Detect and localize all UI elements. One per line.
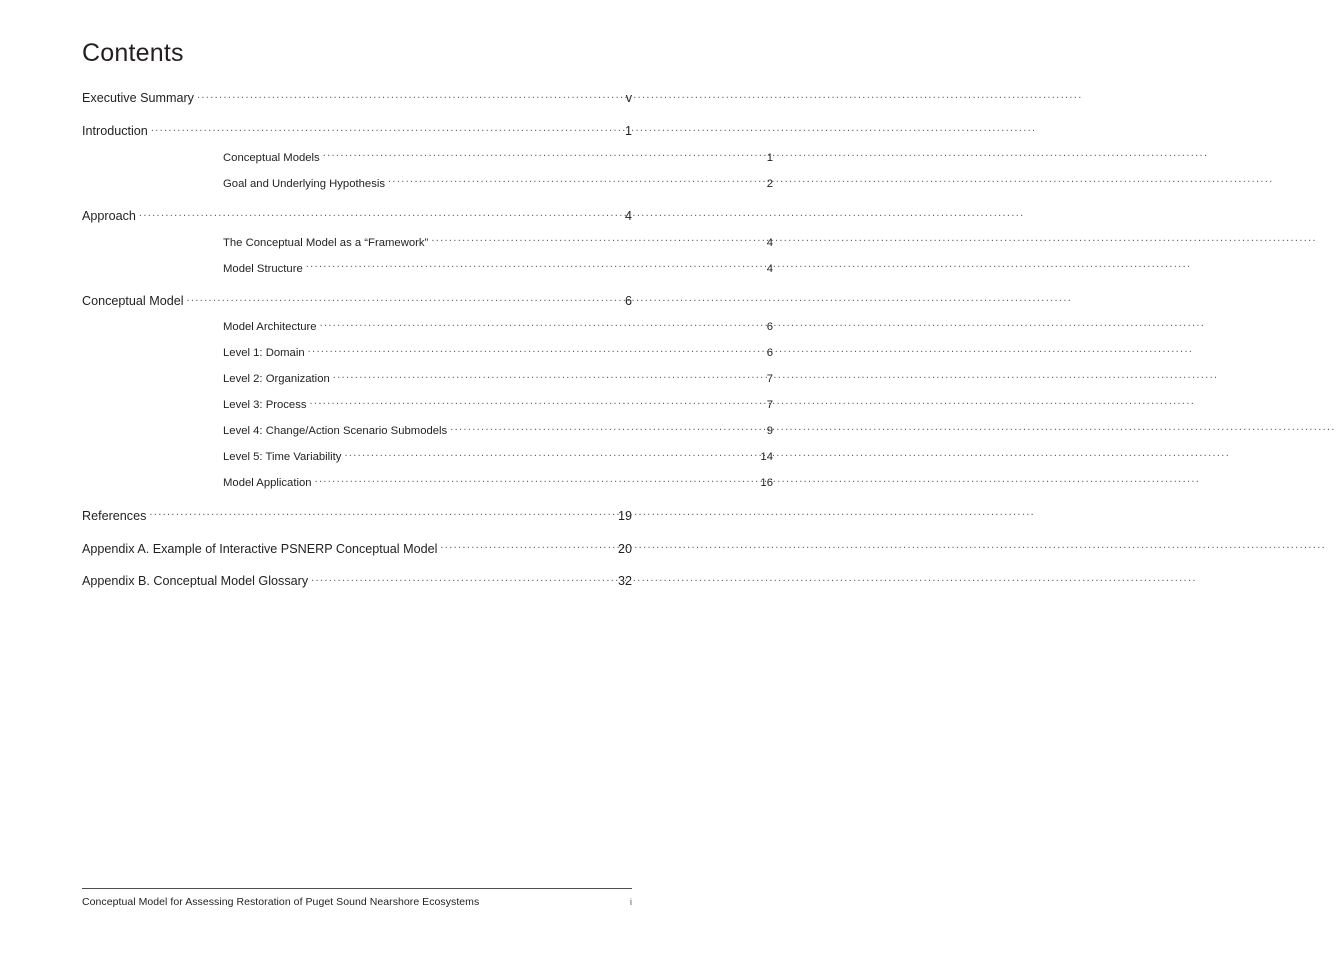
- toc-entry-page-number: 14: [760, 451, 773, 464]
- toc-dot-leader: [311, 573, 613, 586]
- toc-entry[interactable]: [82, 449, 773, 465]
- toc-entry[interactable]: [82, 573, 632, 590]
- toc-entry-label: Executive Summary: [82, 91, 194, 106]
- toc-dot-leader: [333, 371, 754, 382]
- toc-dot-leader: [431, 234, 754, 245]
- toc-entry-label: Model Architecture: [223, 321, 317, 334]
- toc-entry-page-number: 16: [760, 477, 773, 490]
- toc-content: [82, 39, 773, 590]
- toc-entry[interactable]: [82, 234, 773, 250]
- toc-dot-leader: [323, 149, 754, 160]
- toc-dot-leader: [151, 122, 613, 135]
- toc-entry[interactable]: [82, 423, 773, 439]
- toc-entry-page-number: 2: [766, 177, 773, 190]
- toc-entry[interactable]: [82, 90, 632, 107]
- footer-row: [82, 896, 632, 908]
- toc-entry-label: Appendix B. Conceptual Model Glossary: [82, 574, 309, 589]
- toc-entry-page-number: 19: [617, 508, 632, 523]
- toc-entry[interactable]: [82, 260, 773, 276]
- toc-entry-page-number: 1: [624, 124, 632, 139]
- toc-entry-label: Conceptual Models: [223, 151, 320, 164]
- footer-page-number: i: [629, 897, 632, 908]
- toc-entry-label: Approach: [82, 208, 136, 223]
- toc-dot-leader: [450, 423, 754, 434]
- toc-entry-page-number: 6: [766, 347, 773, 360]
- toc-entry-page-number: 4: [766, 236, 773, 249]
- toc-entry-page-number: 20: [617, 541, 632, 556]
- toc-entry-label: Introduction: [82, 124, 148, 139]
- toc-entry-page-number: 9: [766, 425, 773, 438]
- toc-entry-label: Model Structure: [223, 262, 303, 275]
- toc-entry[interactable]: [82, 475, 773, 491]
- toc-entry-page-number: 32: [617, 574, 632, 589]
- page-footer: [82, 888, 632, 908]
- table-of-contents-list: [82, 90, 773, 590]
- toc-dot-leader: [344, 449, 754, 460]
- toc-dot-leader: [315, 475, 754, 486]
- toc-entry-label: Model Application: [223, 477, 312, 490]
- toc-dot-leader: [320, 319, 754, 330]
- toc-entry-label: Appendix A. Example of Interactive PSNERP Conceptual Model: [82, 541, 438, 556]
- toc-dot-leader: [187, 292, 613, 305]
- toc-dot-leader: [440, 540, 613, 553]
- toc-entry-label: Level 5: Time Variability: [223, 451, 342, 464]
- toc-dot-leader: [149, 507, 613, 520]
- toc-entry-label: The Conceptual Model as a “Framework”: [223, 236, 429, 249]
- toc-entry-page-number: 4: [624, 208, 632, 223]
- toc-dot-leader: [197, 90, 613, 103]
- toc-entry[interactable]: [82, 345, 773, 361]
- toc-entry-page-number: 7: [766, 399, 773, 412]
- toc-dot-leader: [139, 207, 613, 220]
- toc-entry-label: References: [82, 508, 147, 523]
- toc-entry[interactable]: [82, 319, 773, 335]
- toc-dot-leader: [308, 345, 754, 356]
- toc-entry[interactable]: [82, 122, 632, 139]
- toc-entry-label: Level 4: Change/Action Scenario Submodels: [223, 425, 448, 438]
- toc-entry-page-number: 1: [766, 151, 773, 164]
- toc-dot-leader: [310, 397, 754, 408]
- toc-entry-label: Conceptual Model: [82, 293, 184, 308]
- page-title: Contents: [82, 39, 184, 67]
- toc-entry-page-number: 6: [766, 321, 773, 334]
- toc-entry-label: Goal and Underlying Hypothesis: [223, 177, 386, 190]
- toc-entry-label: Level 3: Process: [223, 399, 307, 412]
- footer-title: Conceptual Model for Assessing Restoration of Puget Sound Nearshore Ecosystems: [82, 896, 480, 908]
- footer-divider: [82, 888, 632, 889]
- toc-entry[interactable]: [82, 397, 773, 413]
- toc-entry-page-number: 4: [766, 262, 773, 275]
- toc-entry[interactable]: [82, 149, 773, 165]
- toc-entry[interactable]: [82, 207, 632, 224]
- toc-entry[interactable]: [82, 371, 773, 387]
- toc-entry[interactable]: [82, 292, 632, 309]
- toc-entry[interactable]: [82, 175, 773, 191]
- toc-entry[interactable]: [82, 540, 632, 557]
- toc-entry-label: Level 1: Domain: [223, 347, 305, 360]
- toc-entry-page-number: 6: [624, 293, 632, 308]
- toc-entry-page-number: v: [625, 91, 632, 106]
- toc-dot-leader: [388, 175, 754, 186]
- toc-entry[interactable]: [82, 507, 632, 524]
- toc-entry-page-number: 7: [766, 373, 773, 386]
- toc-dot-leader: [306, 260, 754, 271]
- toc-entry-label: Level 2: Organization: [223, 373, 330, 386]
